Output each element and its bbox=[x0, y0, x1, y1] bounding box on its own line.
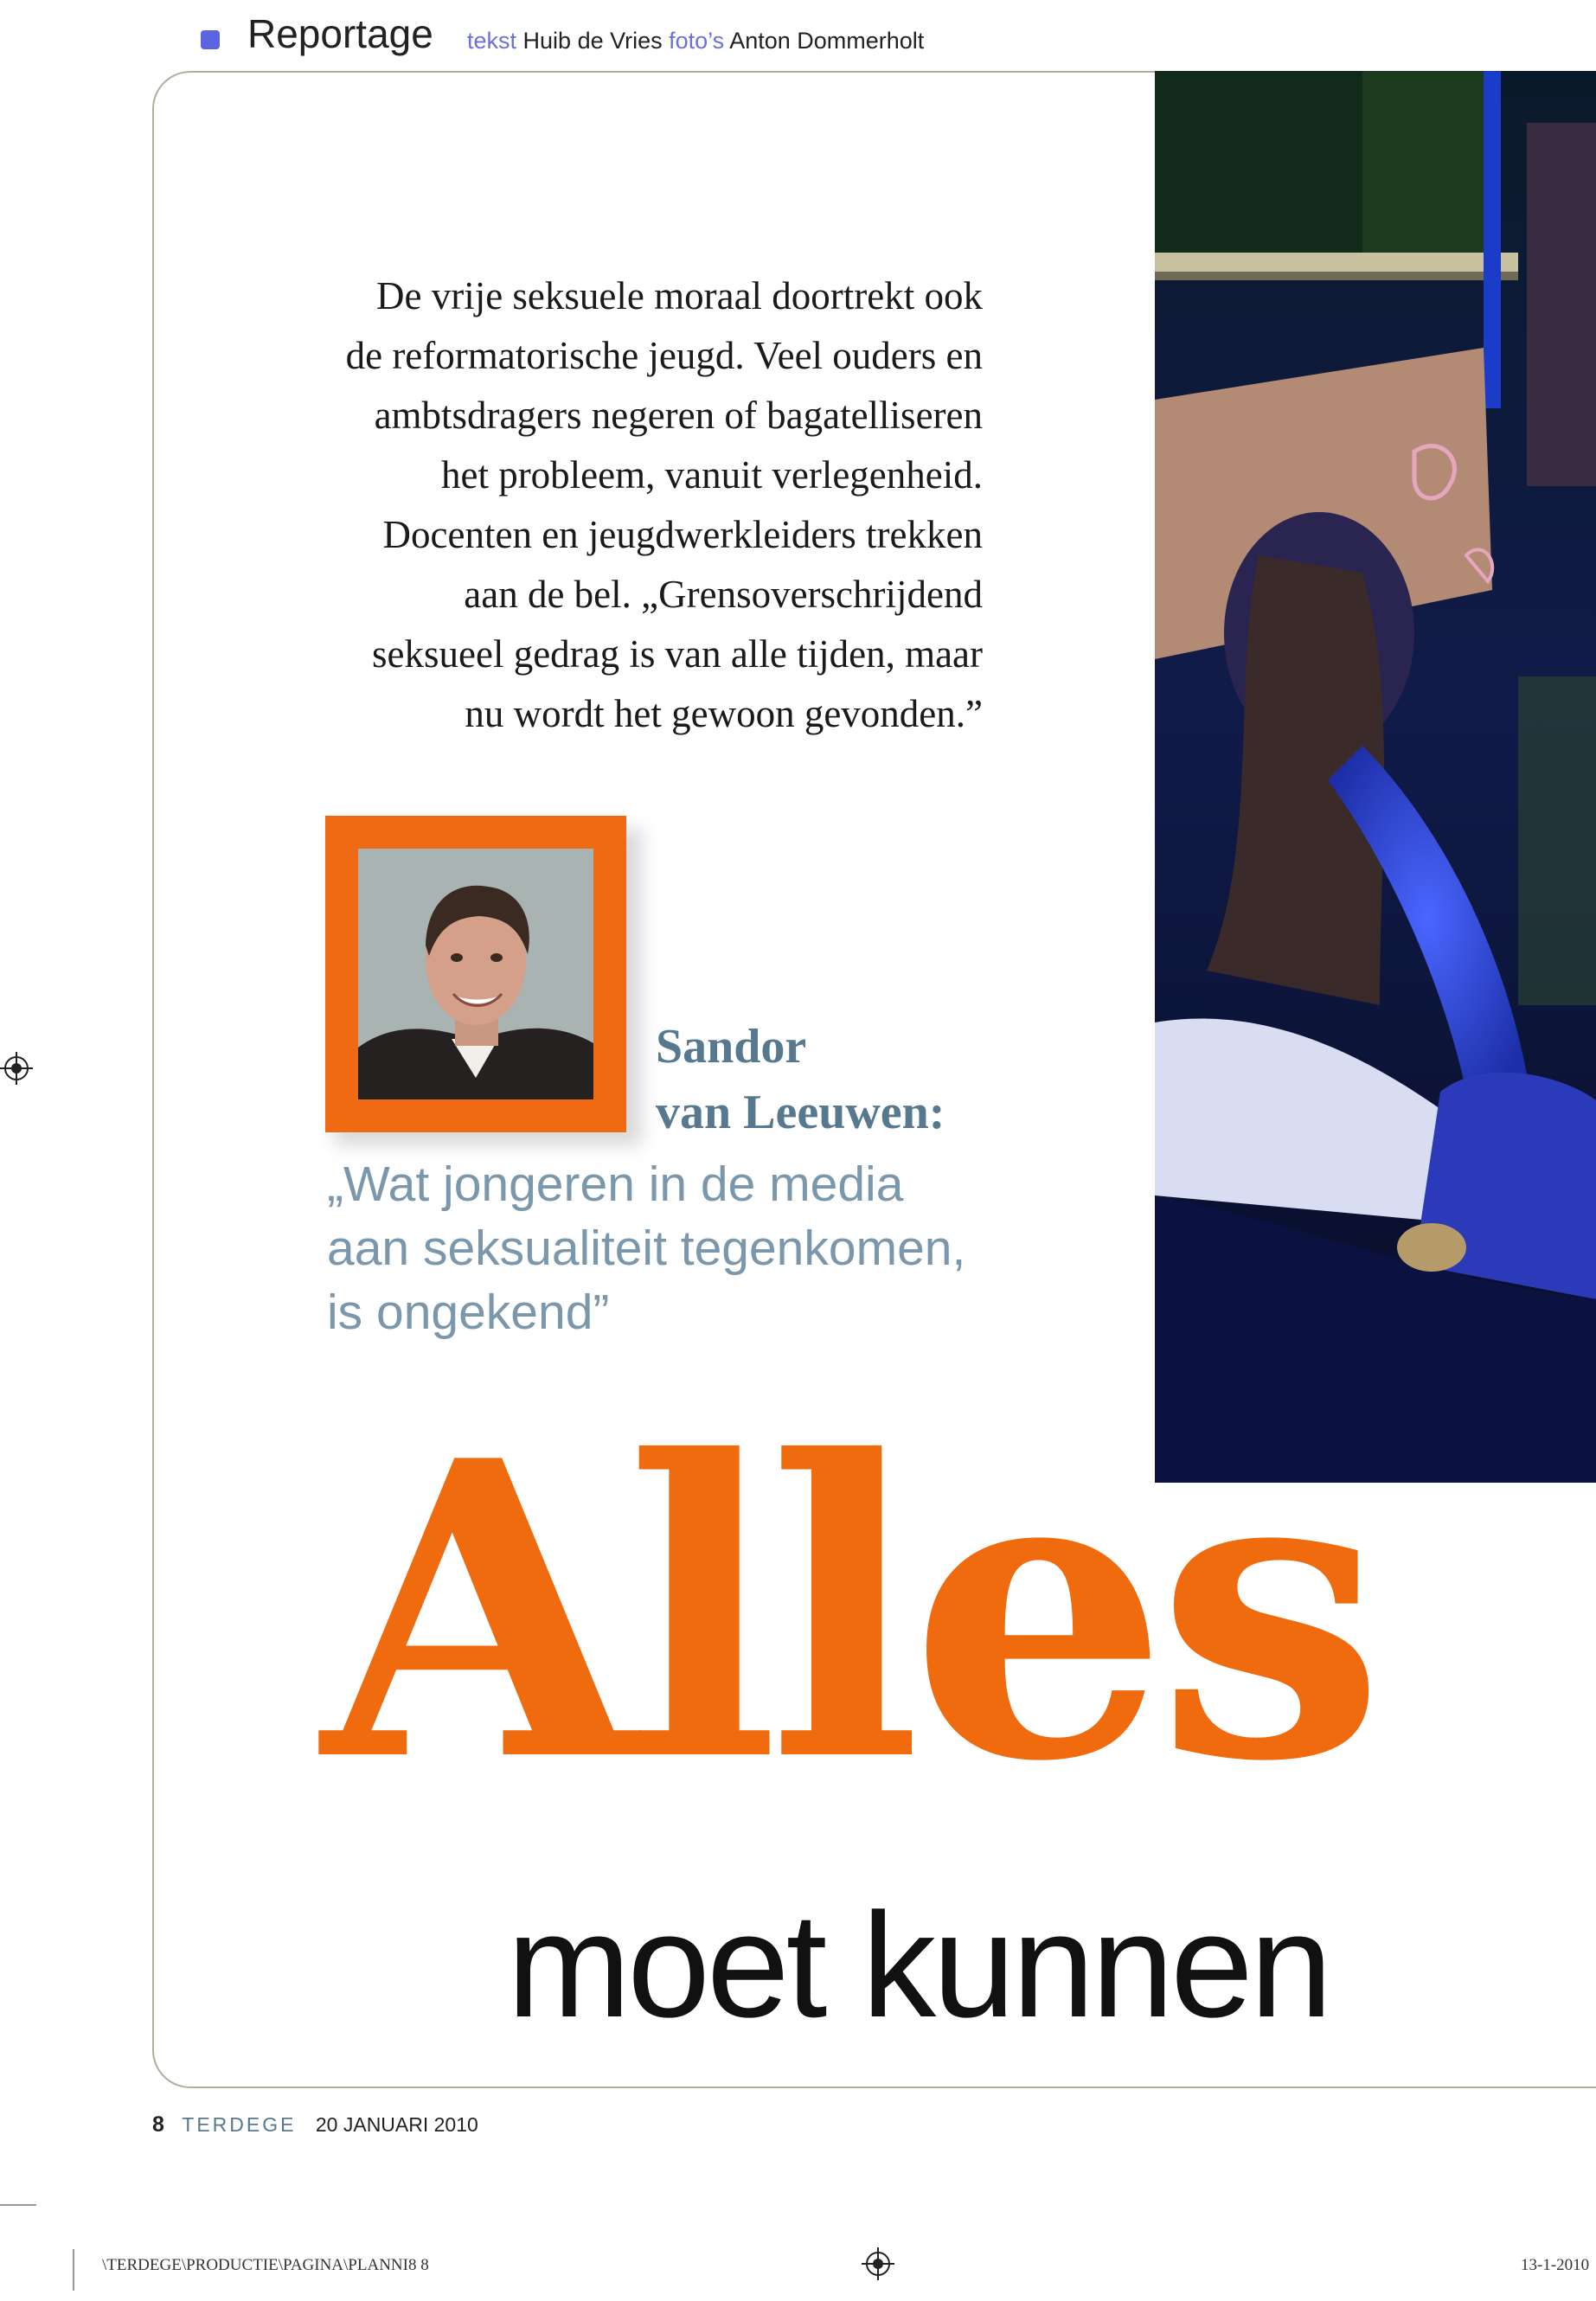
intro-line: het probleem, vanuit verlegenheid. bbox=[440, 453, 983, 497]
crop-mark bbox=[73, 2249, 74, 2291]
registration-mark-icon bbox=[862, 2247, 894, 2280]
magazine-name: TERDEGE bbox=[182, 2113, 297, 2136]
portrait-photo bbox=[358, 849, 593, 1099]
slug-date: 13-1-2010 bbox=[1521, 2256, 1590, 2274]
section-marker-square bbox=[201, 30, 220, 49]
page-number: 8 bbox=[152, 2112, 164, 2137]
quote-line: aan seksualiteit tegenkomen, bbox=[327, 1221, 966, 1276]
author-name: Huib de Vries bbox=[522, 28, 663, 54]
intro-line: De vrije seksuele moraal doortrekt ook bbox=[375, 274, 983, 317]
headline-main: Alles bbox=[322, 1373, 1374, 1850]
pull-quote bbox=[327, 1152, 1019, 1344]
feature-photo bbox=[1155, 71, 1596, 1483]
quote-line: is ongekend” bbox=[327, 1285, 610, 1340]
speaker-first-name: Sandor bbox=[656, 1020, 807, 1074]
issue-date: 20 JANUARI 2010 bbox=[315, 2113, 478, 2136]
registration-mark-icon bbox=[0, 1052, 33, 1085]
portrait-illustration bbox=[358, 849, 593, 1099]
section-label: Reportage bbox=[247, 11, 433, 56]
intro-paragraph bbox=[251, 266, 983, 744]
intro-line: de reformatorische jeugd. Veel ouders en bbox=[345, 334, 983, 377]
photographer-name: Anton Dommerholt bbox=[729, 28, 925, 54]
feature-photo-illustration bbox=[1155, 71, 1596, 1483]
intro-line: aan de bel. „Grensoverschrijdend bbox=[464, 573, 983, 616]
intro-line: ambtsdragers negeren of bagatelliseren bbox=[374, 394, 983, 437]
quote-line: „Wat jongeren in de media bbox=[327, 1157, 904, 1212]
headline-sub: moet kunnen bbox=[507, 1882, 1330, 2048]
text-credit-label: tekst bbox=[467, 28, 517, 54]
intro-line: Docenten en jeugdwerkleiders trekken bbox=[382, 513, 983, 556]
crop-mark bbox=[0, 2204, 36, 2206]
credits bbox=[467, 28, 924, 54]
speaker-last-name: van Leeuwen: bbox=[656, 1086, 945, 1139]
intro-line: seksueel gedrag is van alle tijden, maar bbox=[372, 632, 983, 676]
intro-line: nu wordt het gewoon gevonden.” bbox=[465, 692, 983, 735]
slug-file-path: \TERDEGE\PRODUCTIE\PAGINA\PLANNI8 8 bbox=[102, 2256, 429, 2274]
photo-credit-label: foto’s bbox=[669, 28, 725, 54]
quote-speaker bbox=[656, 1014, 945, 1145]
page-footer bbox=[152, 2112, 478, 2138]
